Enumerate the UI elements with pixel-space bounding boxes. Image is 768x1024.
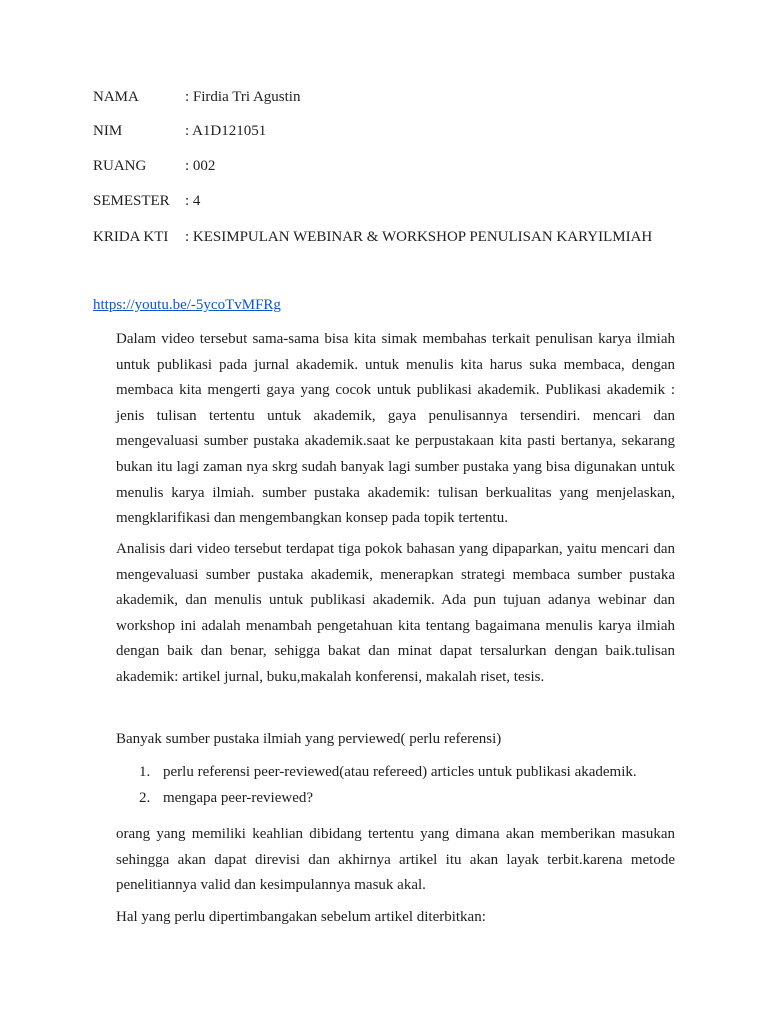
paragraph-5: Hal yang perlu dipertimbangakan sebelum artikel diterbitkan: [116,909,486,925]
meta-label: RUANG [93,158,147,174]
meta-row-semester [93,191,200,211]
meta-value: : Firdia Tri Agustin [185,89,301,105]
paragraph-1: Dalam video tersebut sama-sama bisa kita simak membahas terkait penulisan karya ilmiah untuk publikasi pada jurnal akademik. untuk menulis kita harus suka membaca, dengan membaca kita mengerti gaya yang cocok untuk publikasi akademik. Publikasi akademik : jenis tulisan tertentu untuk akademik, gaya penulisannya tersendiri. mencari dan mengevaluasi sumber pustaka akademik.saat ke perpustakaan kita pasti bertanya, sekarang bukan itu lagi zaman nya skrg sudah banyak lagi sumber pustaka yang bisa digunakan untuk menulis karya ilmiah. sumber pustaka akademik: tulisan berkualitas yang menjelaskan, mengklarifikasi dan mengembangkan konsep pada topik tertentu. [116,331,675,527]
list-item [139,788,313,808]
list-text: perlu referensi peer-reviewed(atau refereed) articles untuk publikasi akademik. [163,764,637,780]
list-number: 1. [139,764,151,780]
paragraph-4: orang yang memiliki keahlian dibidang tertentu yang dimana akan memberikan masukan sehingga akan dapat direvisi dan akhirnya artikel itu akan layak terbit.karena metode penelitiannya valid dan kesimpulannya masuk akal. [116,826,675,894]
meta-row-nim [93,121,266,141]
list-item [139,762,637,782]
paragraph-2: Analisis dari video tersebut terdapat tiga pokok bahasan yang dipaparkan, yaitu mencari dan mengevaluasi sumber pustaka akademik, menerapkan strategi membaca sumber pustaka akademik, dan menulis untuk publikasi akademik. Ada pun tujuan adanya webinar dan workshop ini adalah menambah pengetahuan kita tentang bagaimana menulis karya ilmiah dengan baik dan benar, sehigga bakat dan minat dapat tersalurkan dengan baik.tulisan akademik: artikel jurnal, buku,makalah konferensi, makalah riset, tesis. [116,541,675,685]
meta-row-ruang [93,156,215,176]
meta-label: NIM [93,123,123,139]
meta-value: : KESIMPULAN WEBINAR & WORKSHOP PENULISAN KARYILMIAH [185,229,653,245]
meta-label: KRIDA KTI [93,229,169,245]
list-text: mengapa peer-reviewed? [163,790,314,806]
paragraph-3: Banyak sumber pustaka ilmiah yang perviewed( perlu referensi) [116,731,502,747]
meta-value: : 4 [185,193,201,209]
meta-row-krida-kti [93,227,652,247]
meta-label: NAMA [93,89,139,105]
meta-label: SEMESTER [93,193,170,209]
meta-value: : A1D121051 [185,123,267,139]
youtube-link[interactable]: https://youtu.be/-5ycoTvMFRg [93,297,281,313]
meta-value: : 002 [185,158,216,174]
meta-row-nama [93,87,300,107]
list-number: 2. [139,790,151,806]
